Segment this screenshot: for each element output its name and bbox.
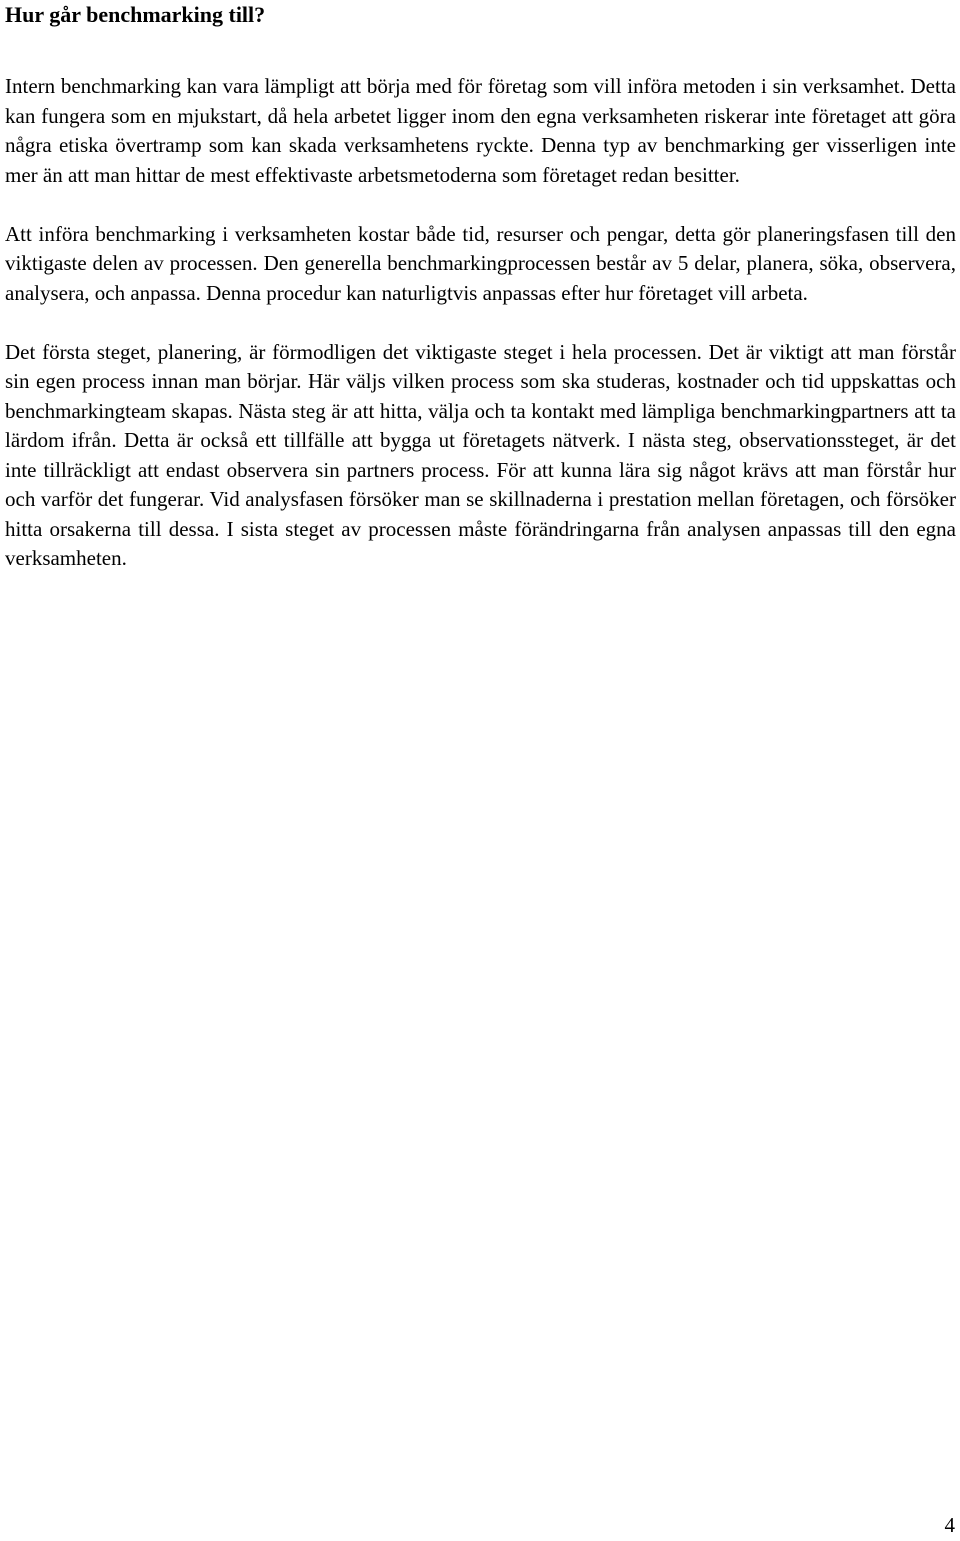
paragraph-process-overview: Att införa benchmarking i verksamheten kostar både tid, resurser och pengar, detta gör planeringsfasen till den viktigaste delen av processen. Den generella benchmarkingprocessen består av 5 delar, planera, söka, observera, analysera, och anpassa. Denna procedur kan naturligtvis anpassas efter hur företaget vill arbeta. bbox=[5, 221, 956, 305]
paragraph-process-steps: Det första steget, planering, är förmodligen det viktigaste steget i hela processen. Det är viktigt att man förstår sin egen process innan man börjar. Här väljs vilken process som ska studeras, kostnader och tid uppskattas och benchmarkingteam skapas. Nästa steg är att hitta, välja och ta kontakt med lämpliga benchmarkingpartners att ta lärdom ifrån. Detta är också ett tillfälle att bygga ut företagets nätverk. I nästa steg, observationssteget, är det inte tillräckligt att endast observera sin partners process. För att kunna lära sig något krävs att man förstår hur och varför det fungerar. Vid analysfasen försöker man se skillnaderna i prestation mellan företagen, och försöker hitta orsakerna till dessa. I sista steget av processen måste förändringarna från analysen anpassas till den egna verksamheten. bbox=[5, 339, 956, 570]
document-page bbox=[5, 0, 956, 574]
section-heading: Hur går benchmarking till? bbox=[5, 2, 266, 27]
paragraph-intern-benchmarking: Intern benchmarking kan vara lämpligt att börja med för företag som vill införa metoden i sin verksamhet. Detta kan fungera som en mjukstart, då hela arbetet ligger inom den egna verksamheten riskerar inte företaget att göra några etiska övertramp som kan skada verksamhetens ryckte. Denna typ av benchmarking ger visserligen inte mer än att man hittar de mest effektivaste arbetsmetoderna som företaget redan besitter. bbox=[5, 74, 956, 187]
page-number: 4 bbox=[944, 1513, 955, 1537]
